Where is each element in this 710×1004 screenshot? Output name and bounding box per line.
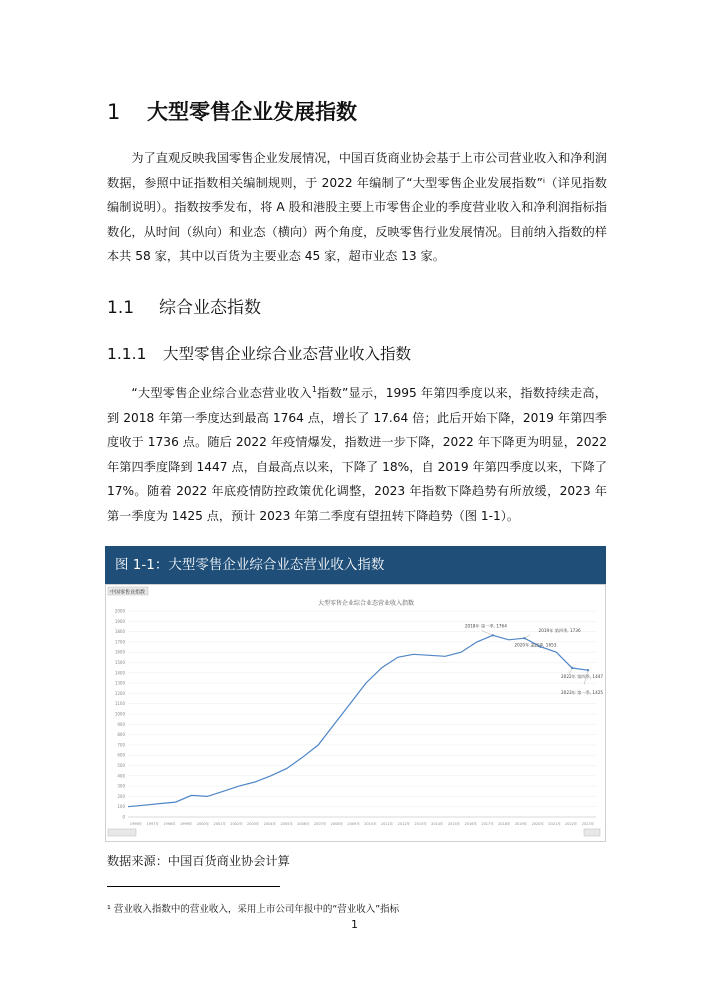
heading-1-number: 1 <box>107 100 121 124</box>
x-axis <box>128 817 596 826</box>
annotation-point[interactable] <box>571 667 573 669</box>
y-tick-label: 300 <box>117 783 125 789</box>
x-tick-label: 2016年 <box>464 822 478 826</box>
x-tick-label: 2005年 <box>280 822 293 826</box>
figure-chart <box>105 584 606 842</box>
footnote-divider <box>107 886 280 887</box>
series-line <box>128 635 588 806</box>
x-tick-label: 2011年 <box>380 822 394 826</box>
x-tick-label: 2003年 <box>246 822 260 826</box>
x-tick-label: 2012年 <box>397 822 411 826</box>
y-axis <box>115 609 126 820</box>
x-tick-label: 2021年 <box>548 822 561 826</box>
heading-1-text: 大型零售企业发展指数 <box>147 100 357 124</box>
section-heading-3 <box>107 342 411 364</box>
x-tick-label: 2023年 <box>581 822 595 826</box>
annotation-label: 2018年 第一季, 1764 <box>464 623 507 629</box>
annotation-leader <box>482 631 493 636</box>
page-number: 1 <box>351 918 358 931</box>
analysis-text-before: “大型零售企业综合业态营业收入 <box>131 386 312 400</box>
y-tick-label: 2000 <box>114 608 125 614</box>
y-tick-label: 1700 <box>114 639 125 645</box>
x-tick-label: 2019年 <box>514 822 528 826</box>
analysis-text-after: 指数”显示，1995 年第四季度以来，指数持续走高，到 2018 年第一季度达到最高 1764 点，增长了 17.64 倍；此后开始下降，2019 年第四季度收于 1736 点。随后 2022 年疫情爆发，指数进一步下降，2022 年下降更为明显，2022 年第四季度降到 1447 点，自最高点以来，下降了 18%，自 2019 年第四季度以来，下降了 17%。随着 2022 年底疫情防控政策优化调整，2023 年指数下降趋势有所放缓，2023 年第一季度为 1425 点，预计 2023 年第二季度有望扭转下降趋势（图 1-1）。 <box>107 386 607 523</box>
y-tick-label: 1800 <box>114 629 125 635</box>
annotation-point[interactable] <box>523 637 525 639</box>
x-tick-label: 1998年 <box>163 822 176 826</box>
y-tick-label: 200 <box>117 793 125 799</box>
y-tick-label: 1200 <box>114 690 125 696</box>
y-tick-label: 1900 <box>114 618 125 624</box>
y-tick-label: 1400 <box>114 670 125 676</box>
figure-source: 数据来源：中国百货商业协会计算 <box>107 854 290 868</box>
chart-title: 大型零售企业综合业态营业收入指数 <box>317 600 415 607</box>
annotation-label: 2023年 第一季, 1425 <box>561 690 604 696</box>
y-tick-label: 0 <box>122 814 125 820</box>
annotation-label: 2019年 第四季, 1736 <box>538 628 581 634</box>
annotation-label: 2020年 第四季, 1653 <box>514 642 557 648</box>
x-tick-label: 2009年 <box>347 822 360 826</box>
heading-2-number: 1.1 <box>107 298 135 318</box>
annotation-point[interactable] <box>587 669 589 671</box>
x-tick-label: 2007年 <box>313 822 327 826</box>
y-tick-label: 700 <box>117 742 125 748</box>
section-heading-1 <box>107 96 357 126</box>
x-tick-label: 2006年 <box>297 822 310 826</box>
x-tick-label: 2018年 <box>498 822 511 826</box>
y-tick-label: 800 <box>117 732 125 738</box>
x-tick-label: 2002年 <box>230 822 243 826</box>
footnote-ref[interactable]: 1 <box>311 384 317 394</box>
x-tick-label: 2001年 <box>213 822 226 826</box>
x-tick-label: 2022年 <box>565 822 578 826</box>
chart-scroll-right[interactable] <box>584 829 600 836</box>
y-tick-label: 400 <box>117 773 125 779</box>
x-tick-label: 1997年 <box>146 822 159 826</box>
annotation-leader <box>525 635 531 639</box>
x-tick-label: 2017年 <box>481 822 494 826</box>
annotation-label: 2022年 第四季, 1447 <box>561 673 604 679</box>
x-tick-label: 2010年 <box>364 822 377 826</box>
y-tick-label: 900 <box>117 721 125 727</box>
x-tick-label: 2015年 <box>447 822 461 826</box>
heading-2-text: 综合业态指数 <box>159 298 261 318</box>
figure-title-bar: 图 1-1：大型零售企业综合业态营业收入指数 <box>105 546 606 584</box>
y-tick-label: 1300 <box>114 680 125 686</box>
x-tick-label: 2014年 <box>431 822 444 826</box>
section-heading-2 <box>107 293 261 318</box>
x-tick-label: 2013年 <box>414 822 427 826</box>
y-tick-label: 500 <box>117 763 125 768</box>
x-tick-label: 1999年 <box>180 822 193 826</box>
intro-paragraph: 为了直观反映我国零售企业发展情况，中国百货商业协会基于上市公司营业收入和净利润数据，参照中证指数相关编制规则，于 2022 年编制了“大型零售企业发展指数”ⁱ（详见指数编制说明）。指数按季发布，将 A 股和港股主要上市零售企业的季度营业收入和净利润指标指数化，从时间（纵向）和业态（横向）两个角度，反映零售行业发展情况。目前纳入指数的样本共 58 家，其中以百货为主要业态 45 家，超市业态 13 家。 <box>107 151 607 263</box>
chart-scroll-left[interactable] <box>108 829 136 836</box>
y-tick-label: 1600 <box>114 649 125 655</box>
x-tick-label: 2004年 <box>263 822 277 826</box>
y-tick-label: 1000 <box>114 711 125 717</box>
chart-tag: 中国零售业指数 <box>110 589 146 596</box>
analysis-paragraph <box>107 381 607 528</box>
y-tick-label: 1500 <box>114 660 125 665</box>
footnote-text: ¹ 营业收入指数中的营业收入，采用上市公司年报中的“营业收入”指标 <box>107 904 400 915</box>
y-tick-label: 600 <box>117 752 125 758</box>
x-tick-label: 2008年 <box>330 822 344 826</box>
heading-3-text: 大型零售企业综合业态营业收入指数 <box>163 345 412 363</box>
x-tick-label: 2020年 <box>531 822 544 826</box>
y-tick-label: 100 <box>117 804 125 810</box>
line-chart <box>106 585 605 841</box>
heading-3-number: 1.1.1 <box>107 345 147 363</box>
x-tick-label: 2000年 <box>196 822 210 826</box>
chart-annotations <box>465 622 604 696</box>
x-tick-label: 1996年 <box>129 822 143 826</box>
y-tick-label: 1100 <box>114 701 125 707</box>
